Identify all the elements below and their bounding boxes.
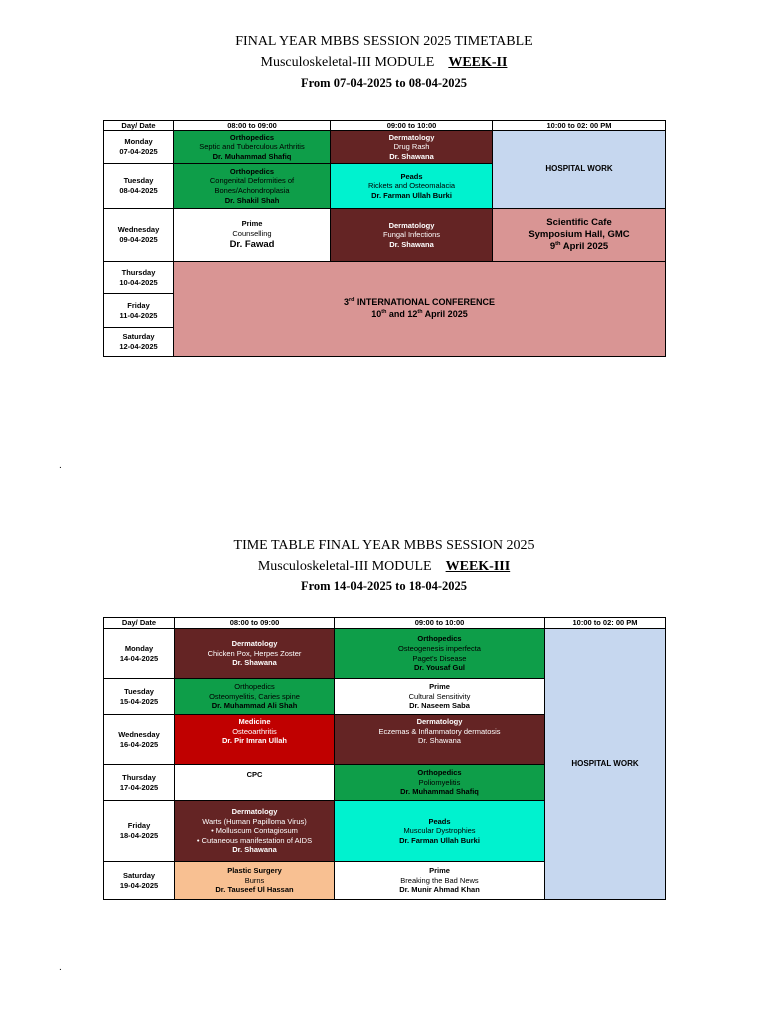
day-cell-saturday: [103, 861, 175, 900]
day-name: Thursday: [121, 267, 156, 277]
day-date: 12-04-2025: [119, 342, 158, 351]
day-cell-monday: [103, 628, 175, 679]
doctor: Dr. Tauseef Ul Hassan: [215, 885, 294, 895]
session-dermatology: [334, 714, 545, 765]
doctor: Dr. Muhammad Shafiq: [212, 151, 292, 161]
day-date: 19-04-2025: [119, 880, 159, 890]
subject: Dermatology: [416, 717, 463, 726]
doctor: Dr. Muhammad Shafiq: [400, 787, 479, 797]
day-cell-wednesday: [103, 208, 174, 262]
week2-module: Musculoskeletal-III MODULE: [260, 55, 435, 70]
subject: Orthopedics: [229, 166, 275, 176]
day-date: 09-04-2025: [119, 235, 158, 244]
header-slot-1: 08:00 to 09:00: [173, 120, 331, 131]
day-name: Monday: [124, 643, 154, 653]
event-venue: Symposium Hall, GMC: [528, 228, 630, 240]
session-orthopedics: [334, 628, 545, 679]
day-date: 10-04-2025: [119, 277, 158, 287]
doctor: Dr. Farman Ullah Burki: [399, 835, 480, 845]
topic: • Molluscum Contagiosum: [211, 826, 298, 836]
doctor: Dr. Shawana: [389, 151, 434, 161]
week3-title: TIME TABLE FINAL YEAR MBBS SESSION 2025: [233, 538, 535, 553]
subject: Peads: [428, 816, 451, 826]
session-prime: [334, 678, 545, 715]
topic: Osteogenesis imperfecta: [398, 643, 481, 653]
session-dermatology: [174, 800, 335, 862]
topic: Bones/Achondroplasia: [214, 186, 290, 195]
subject: Medicine: [238, 717, 271, 726]
doctor: Dr. Naseem Saba: [409, 701, 470, 711]
day-name: Friday: [127, 300, 150, 310]
day-name: Tuesday: [123, 176, 154, 186]
event-date: 9th April 2025: [549, 240, 609, 253]
header-slot-2: 09:00 to 10:00: [330, 120, 493, 131]
week2-title: FINAL YEAR MBBS SESSION 2025 TIMETABLE: [235, 34, 533, 49]
doctor: Dr. Yousaf Gul: [414, 663, 465, 673]
subject: Prime: [429, 682, 450, 692]
day-date: 16-04-2025: [119, 739, 159, 749]
topic: Poliomyelitis: [418, 777, 461, 787]
day-date: 11-04-2025: [119, 310, 158, 320]
session-orthopedics: [174, 678, 335, 715]
week3-module: Musculoskeletal-III MODULE: [257, 559, 432, 574]
day-date: 14-04-2025: [119, 653, 159, 663]
topic: Osteoarthritis: [232, 726, 277, 736]
topic: Fungal Infections: [382, 230, 441, 240]
subject: Orthopedics: [417, 768, 462, 778]
subject: Plastic Surgery: [227, 866, 282, 876]
page-mark: .: [59, 962, 62, 973]
day-name: Saturday: [122, 332, 155, 342]
doctor: Dr. Farman Ullah Burki: [371, 190, 452, 200]
week3-date-range: From 14-04-2025 to 18-04-2025: [300, 579, 468, 593]
topic: Counselling: [232, 228, 272, 238]
conference-dates: 10th and 12th April 2025: [371, 309, 468, 319]
subject: Prime: [429, 866, 450, 876]
day-name: Saturday: [122, 870, 156, 880]
day-cell-tuesday: [103, 163, 174, 209]
day-name: Tuesday: [124, 686, 154, 696]
session-peads: [334, 800, 545, 862]
page-mark: .: [59, 460, 62, 471]
subject: Orthopedics: [417, 634, 462, 644]
day-cell-saturday: [103, 327, 174, 357]
doctor: Dr. Munir Ahmad Khan: [399, 885, 480, 895]
topic: Warts (Human Papilloma Virus): [202, 816, 307, 826]
header-slot-2: 09:00 to 10:00: [334, 617, 545, 629]
week2-date-range: From 07-04-2025 to 08-04-2025: [300, 76, 468, 90]
subject: Orthopedics: [229, 132, 275, 142]
topic: Breaking the Bad News: [400, 875, 479, 885]
subject: Prime: [241, 219, 263, 229]
header-slot-1: 08:00 to 09:00: [174, 617, 335, 629]
doctor: Dr. Shawana: [232, 845, 277, 855]
session-medicine: [174, 714, 335, 765]
doctor: Dr. Shakil Shah: [224, 195, 280, 205]
day-date: 17-04-2025: [119, 782, 159, 792]
doctor: Dr. Shawana: [232, 658, 277, 668]
subject: Dermatology: [388, 220, 435, 230]
topic: Osteomyelitis, Caries spine: [209, 691, 300, 701]
international-conference-cell: [173, 261, 666, 357]
topic: • Cutaneous manifestation of AIDS: [196, 835, 313, 845]
session-orthopedics: [334, 764, 545, 801]
conference-title: 3rd INTERNATIONAL CONFERENCE: [343, 297, 496, 308]
day-name: Thursday: [122, 772, 156, 782]
session-plastic-surgery: [174, 861, 335, 900]
day-cell-thursday: [103, 764, 175, 801]
day-name: Friday: [127, 821, 151, 831]
topic: Muscular Dystrophies: [403, 826, 476, 836]
topic: Drug Rash: [393, 142, 430, 152]
day-name: Wednesday: [118, 729, 160, 739]
header-day-date: Day/ Date: [103, 617, 175, 629]
topic: Septic and Tuberculous Arthritis: [199, 142, 305, 152]
session-dermatology: [174, 628, 335, 679]
session-orthopedics: [173, 163, 331, 209]
topic: Paget's Disease: [412, 653, 467, 663]
day-cell-friday: [103, 293, 174, 328]
doctor: Dr. Shawana: [389, 239, 434, 249]
subject: Dermatology: [388, 132, 435, 142]
day-cell-monday: [103, 130, 174, 164]
subject: Peads: [400, 171, 423, 181]
week2-week-label: WEEK-II: [448, 55, 508, 70]
scientific-cafe-cell: [492, 208, 666, 262]
subject: Dermatology: [231, 807, 278, 817]
session-prime: [173, 208, 331, 262]
day-cell-friday: [103, 800, 175, 862]
topic: Rickets and Osteomalacia: [367, 181, 456, 191]
day-cell-thursday: [103, 261, 174, 294]
subject: Dermatology: [231, 639, 278, 649]
day-cell-tuesday: [103, 678, 175, 715]
doctor: Dr. Fawad: [229, 238, 275, 250]
header-slot-3: 10:00 to 02: 00 PM: [492, 120, 666, 131]
day-name: Wednesday: [117, 225, 160, 235]
hospital-work-cell: HOSPITAL WORK: [544, 628, 666, 900]
topic: Congenital Deformities of: [209, 176, 295, 186]
subject: Orthopedics: [234, 682, 275, 692]
week3-week-label: WEEK-III: [445, 559, 511, 574]
day-date: 08-04-2025: [119, 186, 158, 195]
session-dermatology: [330, 130, 493, 164]
session-peads: [330, 163, 493, 209]
topic: Eczemas & Inflammatory dermatosis: [378, 726, 501, 736]
topic: Burns: [244, 875, 265, 885]
doctor: Dr. Shawana: [418, 736, 461, 746]
session-cpc: CPC: [174, 764, 335, 801]
session-dermatology: [330, 208, 493, 262]
doctor: Dr. Muhammad Ali Shah: [211, 701, 298, 711]
day-name: Monday: [124, 137, 153, 147]
header-slot-3: 10:00 to 02: 00 PM: [544, 617, 666, 629]
week2-module-line: [0, 55, 768, 71]
event-name: Scientific Cafe: [546, 216, 612, 228]
day-date: 07-04-2025: [119, 147, 158, 156]
header-day-date: Day/ Date: [103, 120, 174, 131]
topic: Chicken Pox, Herpes Zoster: [207, 648, 302, 658]
day-cell-wednesday: [103, 714, 175, 765]
session-prime: [334, 861, 545, 900]
topic: Cultural Sensitivity: [408, 691, 471, 701]
session-orthopedics: [173, 130, 331, 164]
week3-module-line: [0, 559, 768, 575]
doctor: Dr. Pir Imran Ullah: [221, 736, 288, 746]
day-date: 15-04-2025: [119, 696, 159, 706]
day-date: 18-04-2025: [119, 831, 159, 840]
hospital-work-cell: HOSPITAL WORK: [492, 130, 666, 209]
